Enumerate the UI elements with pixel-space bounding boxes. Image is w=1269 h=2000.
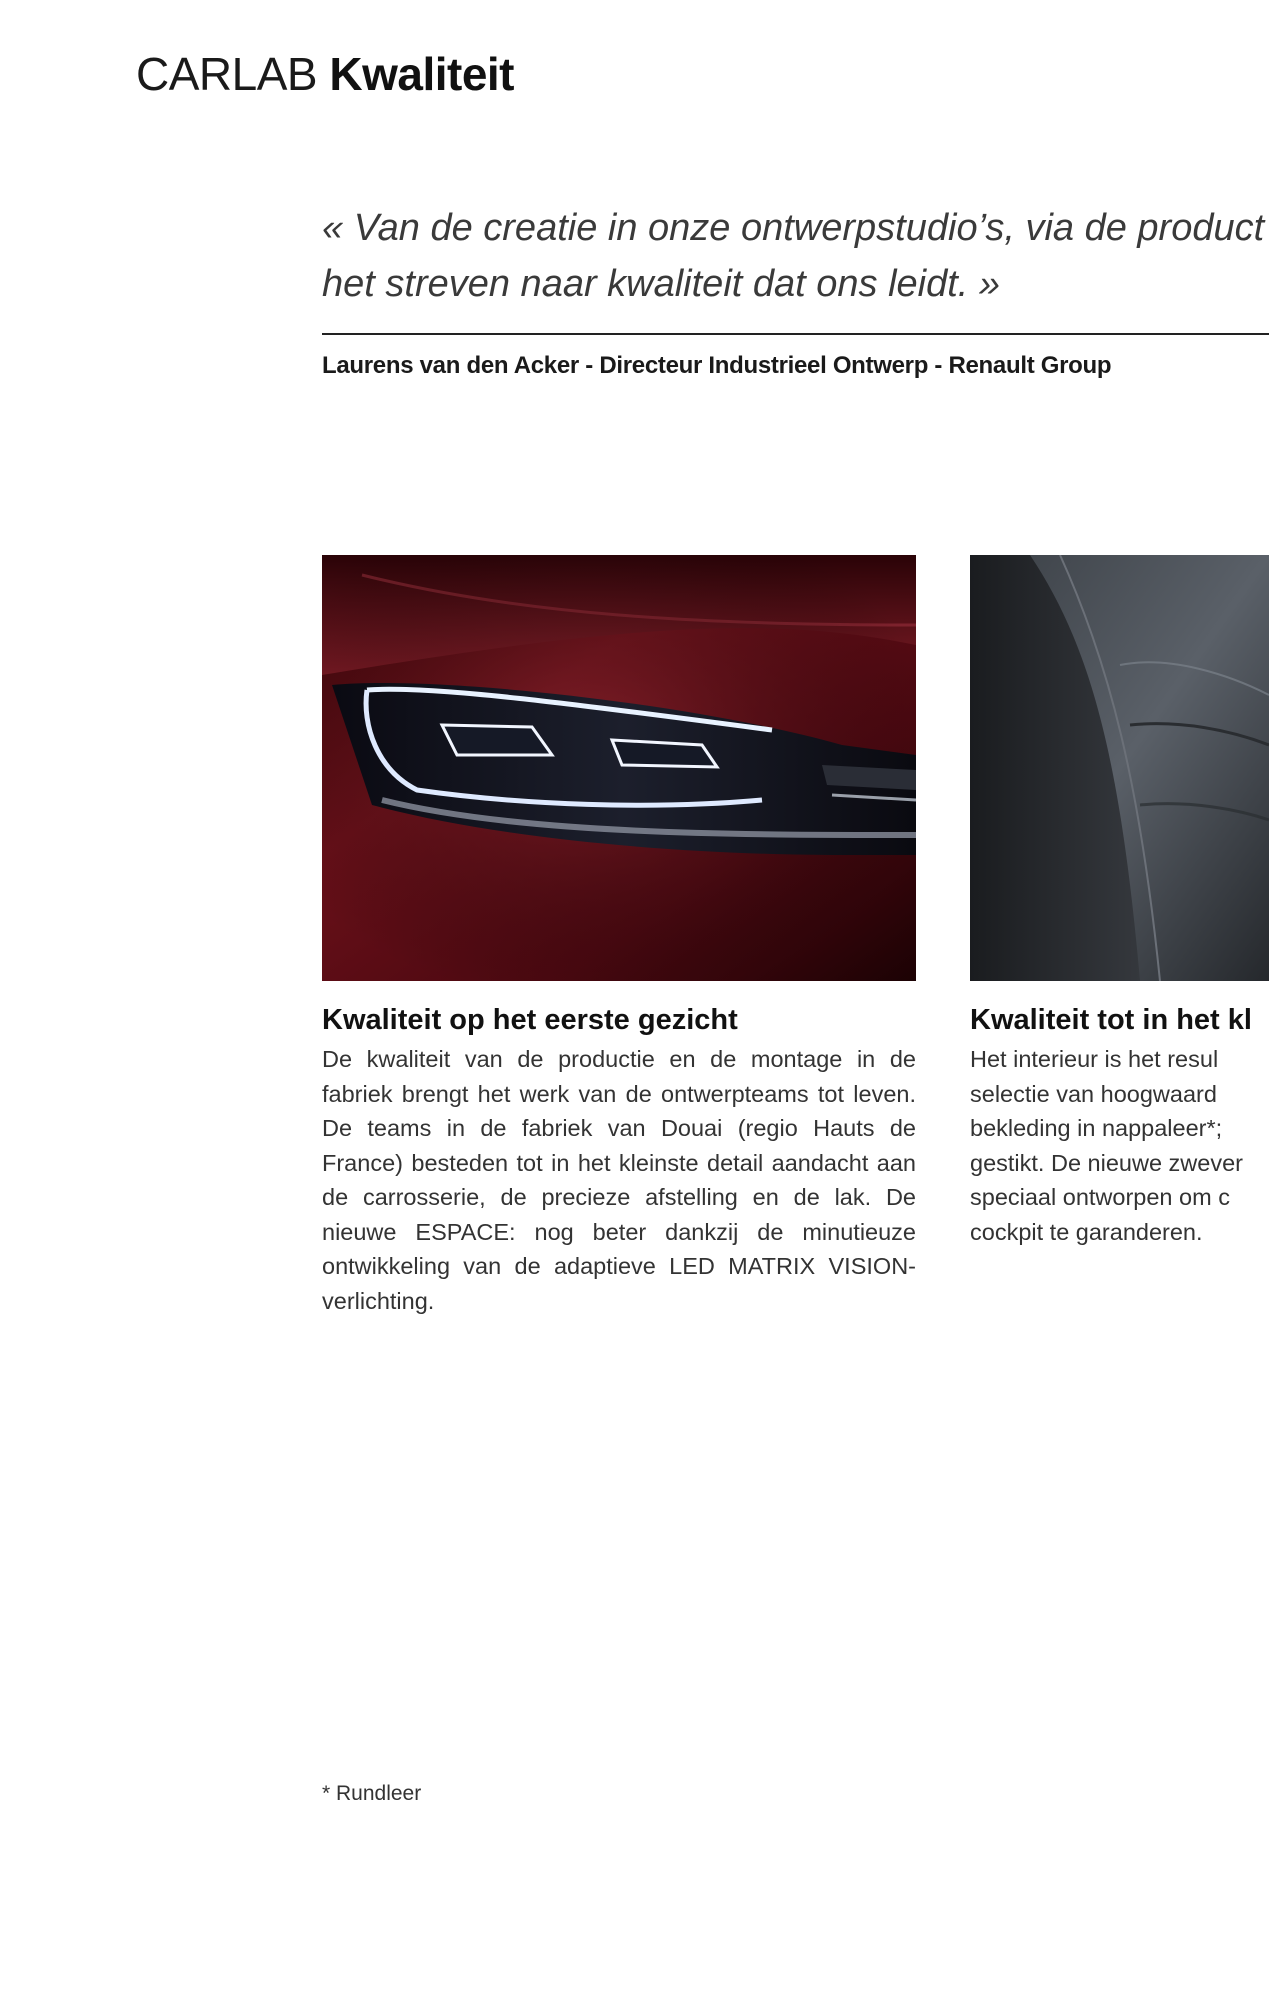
seat-illustration xyxy=(970,555,1269,981)
article-right-body xyxy=(970,1042,1269,1249)
article-right-line: bekleding in nappaleer*; xyxy=(970,1115,1223,1141)
article-right-line: gestikt. De nieuwe zwever xyxy=(970,1149,1243,1176)
quote-line-1: « Van de creatie in onze ontwerpstudio’s, via de product xyxy=(322,207,1265,249)
quote-line-2: het streven naar kwaliteit dat ons leidt. » xyxy=(322,263,1001,305)
footnote: * Rundleer xyxy=(322,1782,422,1805)
article-right-heading: Kwaliteit tot in het kl xyxy=(970,1004,1252,1036)
headlight-photo xyxy=(322,555,916,981)
article-right-line: selectie van hoogwaard xyxy=(970,1080,1217,1107)
brand-label: CARLAB xyxy=(136,48,318,100)
headlight-illustration xyxy=(322,555,916,981)
page-title: Kwaliteit xyxy=(329,48,515,100)
quote-author: Laurens van den Acker - Directeur Industrieel Ontwerp - Renault Group xyxy=(322,352,1112,379)
pull-quote xyxy=(322,200,1269,312)
article-right xyxy=(970,1000,1269,1249)
article-right-line: cockpit te garanderen. xyxy=(970,1218,1203,1245)
article-right-line: speciaal ontworpen om c xyxy=(970,1184,1230,1210)
article-left-body: De kwaliteit van de productie en de montage in de fabriek brengt het werk van de ontwerpteams tot leven. De teams in de fabriek van Douai (regio Hauts de France) besteden tot in het kleinste detail aandacht aan de carrosserie, de precieze afstelling en de lak. De nieuwe ESPACE: nog beter dankzij de minutieuze ontwikkeling van de adaptieve LED MATRIX VISION-verlichting. xyxy=(322,1046,916,1314)
seat-photo xyxy=(970,555,1269,981)
article-left-heading: Kwaliteit op het eerste gezicht xyxy=(322,1004,738,1036)
article-left xyxy=(322,1000,916,1318)
article-right-line: Het interieur is het resul xyxy=(970,1046,1219,1072)
page-header xyxy=(136,44,514,104)
quote-divider xyxy=(322,333,1269,335)
